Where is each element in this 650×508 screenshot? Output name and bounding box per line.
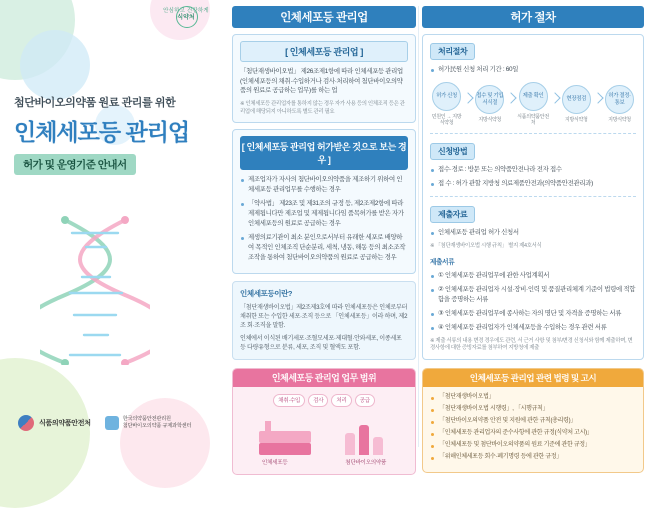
list-item: 「인체세포등 및 첨단바이오의약품의 원료 기준에 관한 규정」 bbox=[431, 441, 635, 450]
divider bbox=[430, 133, 636, 134]
list-item: 「약사법」 제23조 및 제31조의 규정 등, 제2조제2항에 따라 제제됩니다만 제조업 및 제제됩니다임 품목허가를 받은 자가 인체세포등의 원료로 공급하는 경우 bbox=[240, 199, 408, 229]
scope-caption-left: 인체세포등 bbox=[261, 459, 288, 466]
business-scope-illustration bbox=[243, 415, 405, 455]
related-law-card bbox=[422, 368, 644, 473]
docs-subnote: ※ 「첨단재생바이오법 시행 규칙」 별지 제4호서식 bbox=[430, 243, 542, 250]
docs-subheading: 제출서류 bbox=[430, 259, 455, 267]
list-item: 제생의료기관이 최소 분인으로서부터 유래한 세포로 배양하여 목적인 인체조직 단순분리, 세척, 냉동, 해동 등의 최소조작 조작을 통하여 첨단바이오의약품의 원료로 공급하는 경우 bbox=[240, 233, 408, 263]
business-scope-card bbox=[232, 368, 416, 475]
process-section-label: 처리절차 bbox=[430, 43, 475, 60]
flow-step bbox=[603, 85, 636, 123]
flow-step-title: 제출 확인 bbox=[519, 82, 548, 111]
flow-step-caption: 지방식약청 bbox=[564, 117, 588, 124]
cover-panel bbox=[0, 0, 228, 453]
chevron-right-icon bbox=[506, 93, 517, 104]
factory-icon bbox=[259, 421, 311, 455]
flow-step bbox=[517, 82, 550, 127]
brand-mark bbox=[163, 8, 209, 40]
list-item: ① 인체세포등 관리업무에 관한 사업계획서 bbox=[430, 271, 636, 281]
cover-headline: 첨단바이오의약품 원료 관리를 위한 bbox=[14, 97, 176, 109]
flow-step bbox=[473, 85, 506, 123]
flow-step-caption: 민원인 → 지방식약청 bbox=[431, 113, 462, 127]
flow-step-caption: 지방식약청 bbox=[608, 117, 631, 124]
cover-subtitle: 허가 및 운영기준 안내서 bbox=[14, 154, 136, 175]
list-item: 「첨단재생바이오법 시행령」, 「시행규칙」 bbox=[431, 405, 635, 414]
process-flow bbox=[430, 82, 636, 127]
chevron-right-icon bbox=[462, 93, 473, 104]
flow-step-title: 허가 신청 bbox=[432, 82, 461, 111]
list-item: 접수·경로 : 방문 또는 의약품안전나라 전자 접수 bbox=[430, 165, 636, 175]
docs-note: ※ 제출 서류의 내용 변경 경우에도 관련, 서 근거 사항 및 첨부/변경 신청서와 함께 제출하며, 변경사항에 대한 증빙자료를 첨부하여 지방청에 제출 bbox=[430, 337, 633, 352]
brand-mark-line2: 식약처 bbox=[177, 14, 195, 21]
flow-step-caption: 지방식약청 bbox=[478, 117, 502, 124]
center-logo bbox=[105, 416, 192, 430]
flow-step-title: 접수 및 기입 서식절 bbox=[475, 85, 504, 114]
cell-definition-box bbox=[232, 281, 416, 360]
related-law-list bbox=[431, 393, 635, 462]
flow-step-title: 허가 결정·통보 bbox=[605, 85, 634, 114]
definition-panel bbox=[232, 34, 416, 123]
docs-list bbox=[430, 228, 636, 238]
list-item: 「첨단바이오의약품 안전 및 지원에 관한 규칙(총리령)」 bbox=[431, 417, 635, 426]
business-scope-title: 인체세포등 관리업 업무 범위 bbox=[233, 369, 415, 387]
mfds-logo bbox=[18, 415, 91, 431]
list-item: ② 인체세포등 관리업자 시설·장비·인력 및 품질관리체계 기준이 법령에 적합함을 증명하는 서류 bbox=[430, 285, 636, 305]
business-scope-captions bbox=[233, 458, 415, 466]
related-law-title: 인체세포등 관리업 관련 법령 및 고시 bbox=[423, 369, 643, 387]
permit-process-panel bbox=[422, 34, 644, 360]
definition-note: ※ 인체세포등 관리업자를 통하지 않는 경우 자가 사용 등의 인체조직 등은 관리업에 해당되지 아니하도록 별도 관리 필요 bbox=[240, 100, 405, 115]
cell-definition-body: 「첨단재생바이오법」제2조제3호에 따라 인체세포등은 인체로부터 채취한 또는 수입한 세포·조직 등으로 「인체세포등」이라 하며, 제2조 회·조직을 말함. bbox=[240, 303, 408, 330]
list-item: ④ 인체세포등 관리업자가 인체세포등을 수입하는 경우 관련 서류 bbox=[430, 323, 636, 333]
scope-tag: 공급 bbox=[355, 394, 375, 407]
deemed-permit-panel bbox=[232, 129, 416, 273]
list-item: 「위해인체세포등 회수·폐기명령 등에 관한 규정」 bbox=[431, 453, 635, 462]
deemed-permit-pill: [ 인체세포등 관리업 허가받은 것으로 보는 경우 ] bbox=[240, 136, 408, 170]
center-logo-line1: 한국의약품안전관리원 bbox=[122, 416, 171, 423]
method-list bbox=[430, 165, 636, 189]
brand-mark-line1: 안심하고 건강하게 bbox=[163, 8, 209, 14]
definition-pill: [ 인체세포등 관리업 ] bbox=[240, 41, 408, 62]
list-item: 「첨단재생바이오법」 bbox=[431, 393, 635, 402]
cover-heading-group bbox=[14, 94, 224, 175]
flow-step bbox=[560, 85, 593, 123]
docs-detail-list bbox=[430, 271, 636, 333]
right-column bbox=[422, 6, 644, 461]
column-divider bbox=[418, 6, 419, 447]
vials-icon bbox=[343, 421, 389, 455]
list-item: 허가民원 신청 처리 기간 : 60일 bbox=[430, 65, 636, 75]
middle-column-title: 인체세포등 관리업 bbox=[232, 6, 416, 28]
mfds-logo-icon bbox=[18, 415, 34, 431]
dna-helix-illustration bbox=[40, 215, 150, 365]
business-scope-tags bbox=[239, 394, 409, 407]
list-item: 제조업자가 자사의 첨단바이오의약품을 제조하기 위하여 인체세포등 관리업무를 수행하는 경우 bbox=[240, 175, 408, 195]
process-lead-list bbox=[430, 65, 636, 75]
list-item: 「인체세포등 관리업자의 준수사항에 관한 규정(식약처 고시)」 bbox=[431, 429, 635, 438]
right-column-title: 허가 절차 bbox=[422, 6, 644, 28]
chevron-right-icon bbox=[592, 93, 603, 104]
definition-body: 「첨단재생바이오법」 제26조제1항에 따라 인체세포등 관리업(인체세포등의 채취·수입하거나 검사·처리하여 첨단바이오의약품의 원료로 공급하는 업무)를 하는 업 bbox=[240, 68, 403, 95]
center-logo-line2: 첨단바이오의약품 규제과학센터 bbox=[122, 423, 192, 429]
cover-title: 인체세포등 관리업 bbox=[14, 119, 190, 145]
footer-logos bbox=[18, 415, 191, 431]
deemed-permit-list bbox=[240, 175, 408, 262]
scope-caption-right: 첨단바이오의약품 bbox=[345, 459, 387, 466]
center-logo-label bbox=[123, 416, 192, 430]
cell-definition-title: 인체세포등이란? bbox=[240, 288, 293, 298]
middle-column bbox=[232, 6, 416, 466]
list-item: 인체세포등 관리업 허가 신청서 bbox=[430, 228, 636, 238]
scope-tag: 처리 bbox=[331, 394, 351, 407]
docs-section-label: 제출자료 bbox=[430, 206, 475, 223]
scope-tag: 검사 bbox=[308, 394, 328, 407]
cell-definition-body2: 인체에서 이식된 배기세포·조혈모세포·제대혈·안와세포, 이종세포 등 다량유형으로 분류, 세포, 조직 및 혈액도 포함. bbox=[240, 335, 402, 352]
mfds-logo-label: 식품의약품안전처 bbox=[39, 420, 91, 427]
scope-tag: 채취·수입 bbox=[273, 394, 305, 407]
flow-step-title: 현장점검 bbox=[562, 85, 591, 114]
list-item: 접 수 : 허가 관할 지방청 의료제품안전과(의약품안전관리과) bbox=[430, 179, 636, 189]
divider bbox=[430, 196, 636, 197]
list-item: ③ 인체세포등 관리업무에 종사하는 자의 명단 및 자격을 증명하는 서류 bbox=[430, 309, 636, 319]
flow-step bbox=[430, 82, 463, 127]
method-section-label: 신청방법 bbox=[430, 143, 475, 160]
flow-step-caption: 식품의약품안전처 bbox=[517, 113, 549, 127]
chevron-right-icon bbox=[549, 93, 560, 104]
center-logo-icon bbox=[105, 416, 119, 430]
